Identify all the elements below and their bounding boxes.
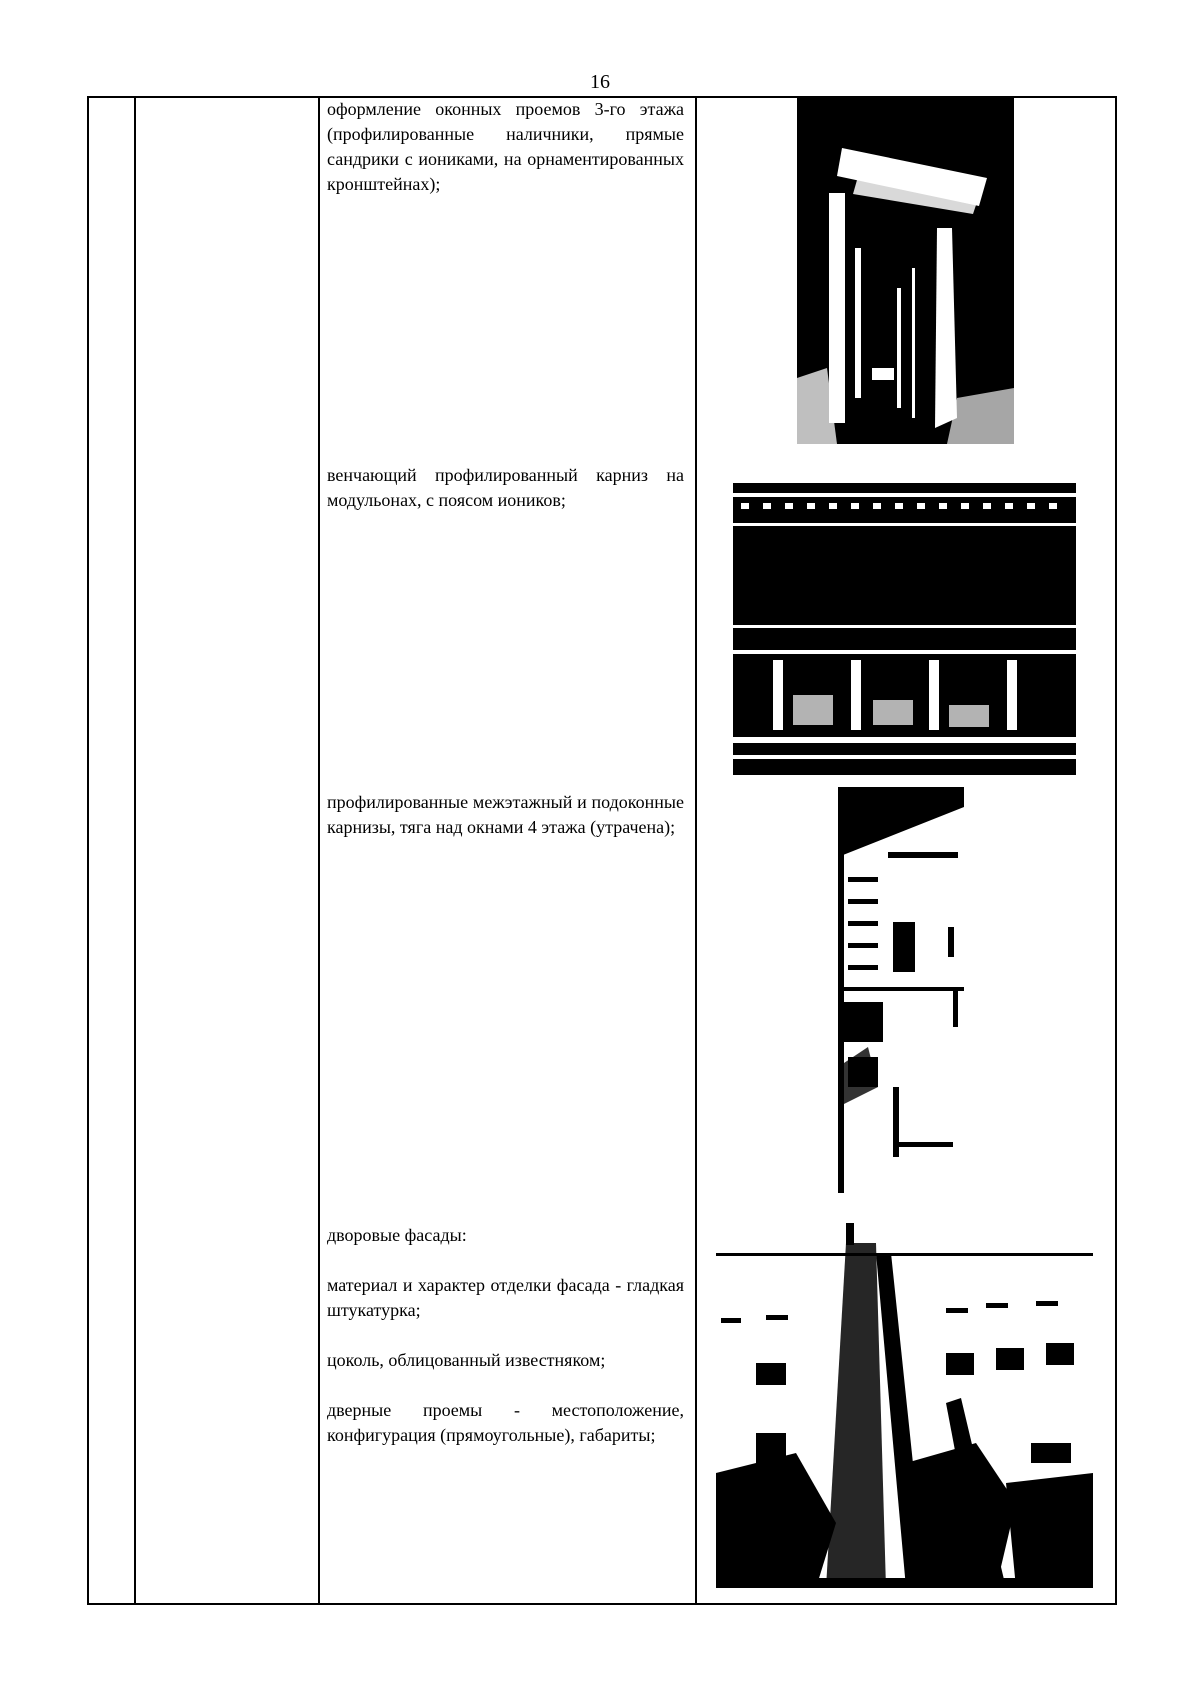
- facade-cornices-photo: [838, 787, 964, 1193]
- row-3-paragraph-1: профилированные межэтажный и подоконные карнизы, тяга над окнами 4 этажа (утрачена);: [327, 792, 684, 837]
- row-2-paragraph-1: венчающий профилированный карниз на модульонах, с поясом иоников;: [327, 465, 684, 510]
- row-4-paragraph-3: цоколь, облицованный известняком;: [327, 1350, 606, 1370]
- row-3-description: [327, 790, 684, 840]
- column-divider-3: [695, 98, 697, 1603]
- cornice-photo: [733, 475, 1076, 775]
- page-number: 16: [590, 71, 610, 93]
- column-divider-1: [134, 98, 136, 1603]
- window-detail-photo: [797, 98, 1014, 444]
- row-2-description: [327, 463, 684, 513]
- row-1-paragraph-1: оформление оконных проемов 3-го этажа (профилированные наличники, прямые сандрики с иониками, на орнаментированных кронштейнах);: [327, 99, 684, 194]
- row-4-description: [327, 1223, 684, 1448]
- row-4-paragraph-2: материал и характер отделки фасада - гладкая штукатурка;: [327, 1275, 684, 1320]
- column-divider-2: [318, 98, 320, 1603]
- courtyard-facade-photo: [716, 1223, 1093, 1588]
- row-4-paragraph-1: дворовые фасады:: [327, 1225, 467, 1245]
- row-4-paragraph-4: дверные проемы - местоположение, конфигурация (прямоугольные), габариты;: [327, 1400, 684, 1445]
- row-1-description: [327, 97, 684, 197]
